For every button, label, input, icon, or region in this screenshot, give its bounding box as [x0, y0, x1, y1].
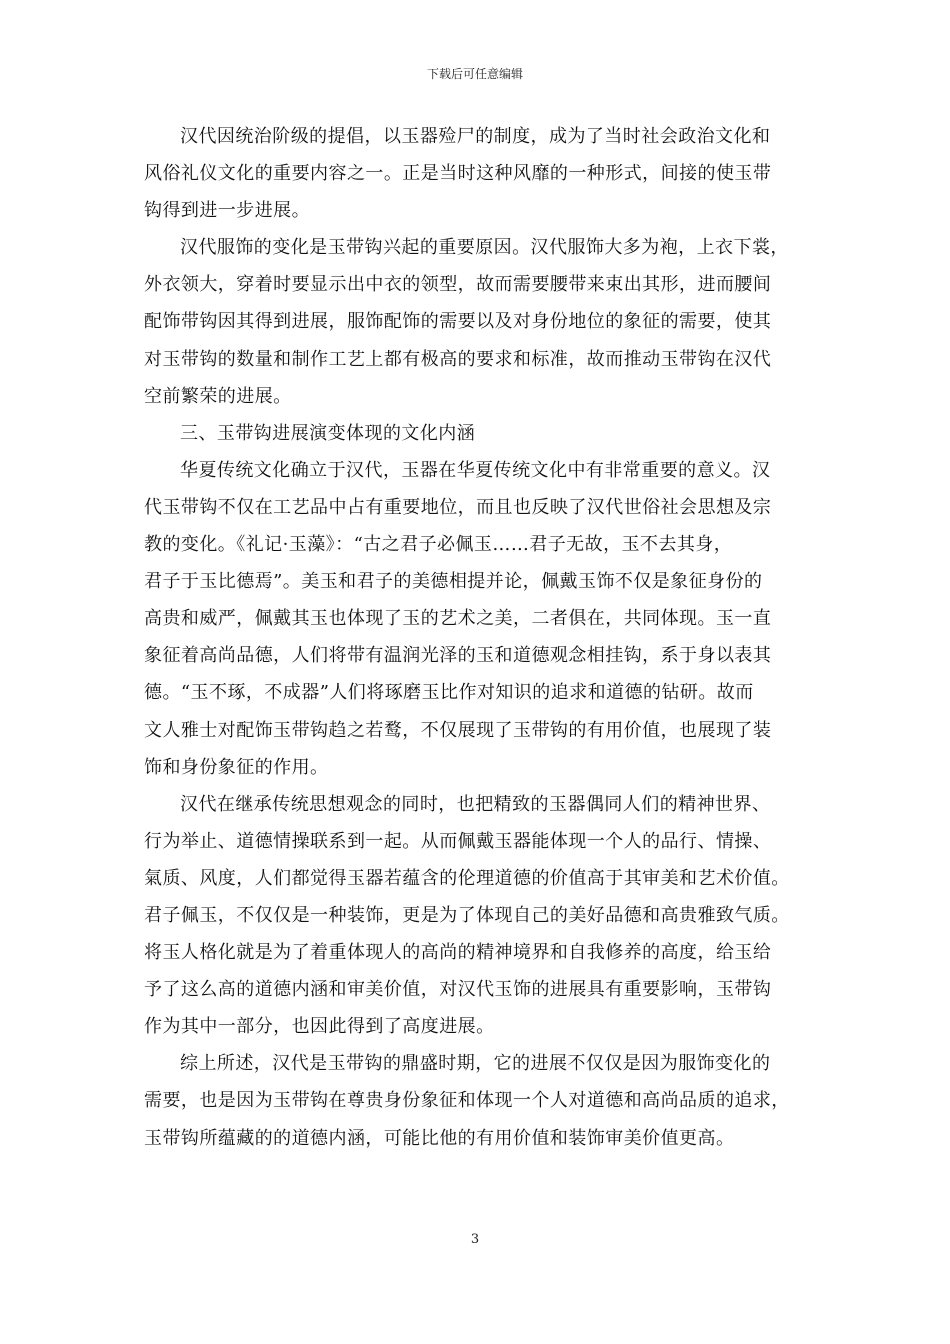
text-line: 华夏传统文化确立于汉代，玉器在华夏传统文化中有非常重要的意义。汉 [180, 459, 771, 481]
text-line: 君子佩玉，不仅仅是一种装饰，更是为了体现自己的美好品德和高贵雅致气质。 [144, 904, 790, 926]
text-line: 代玉带钩不仅在工艺品中占有重要地位，而且也反映了汉代世俗社会思想及宗 [144, 496, 772, 518]
page-header: 下载后可任意编辑 [426, 67, 523, 81]
text-line: 将玉人格化就是为了着重体现人的高尚的精神境界和自我修养的高度，给玉给 [144, 942, 772, 964]
text-line: 象征着高尚品德，人们将带有温润光泽的玉和道德观念相挂钩，系于身以表其 [144, 645, 772, 667]
text-line: 高贵和威严，佩戴其玉也体现了玉的艺术之美，二者俱在，共同体现。玉一直 [144, 608, 772, 630]
text-line: 汉代服饰的变化是玉带钩兴起的重要原因。汉代服饰大多为袍，上衣下裳， [180, 237, 789, 259]
text-line: 对玉带钩的数量和制作工艺上都有极高的要求和标准，故而推动玉带钩在汉代 [144, 348, 772, 370]
body-text [144, 118, 808, 1157]
text-line: 外衣领大，穿着时要显示出中衣的领型，故而需要腰带来束出其形，进而腰间 [144, 274, 772, 296]
text-line: 饰和身份象征的作用。 [144, 756, 329, 778]
text-line: 汉代在继承传统思想观念的同时，也把精致的玉器偶同人们的精神世界、 [180, 793, 771, 815]
text-line: 作为其中一部分，也因此得到了高度进展。 [144, 1016, 495, 1038]
text-line: 综上所述，汉代是玉带钩的鼎盛时期，它的进展不仅仅是因为服饰变化的 [180, 1053, 771, 1075]
section-heading-text: 三、玉带钩进展演变体现的文化内涵 [180, 422, 476, 444]
text-line: 氣质、风度，人们都觉得玉器若蕴含的伦理道德的价值高于其审美和艺术价值。 [144, 867, 790, 889]
page-number: 3 [470, 1232, 480, 1247]
text-line: 空前繁荣的进展。 [144, 385, 292, 407]
text-line: 君子于玉比德焉”。美玉和君子的美德相提并论，佩戴玉饰不仅是象征身份的 [144, 571, 763, 593]
text-line: 配饰带钩因其得到进展，服饰配饰的需要以及对身份地位的象征的需要，使其 [144, 311, 772, 333]
text-line: 需要，也是因为玉带钩在尊贵身份象征和体现一个人对道德和高尚品质的追求， [144, 1090, 790, 1112]
paragraph-moral-values [144, 786, 808, 1046]
text-line: 钩得到进一步进展。 [144, 200, 311, 222]
paragraph-costume-change [144, 229, 808, 414]
text-line: 文人雅士对配饰玉带钩趋之若鹜，不仅展现了玉带钩的有用价值，也展现了装 [144, 719, 772, 741]
text-line: 教的变化。《礼记·玉藻》：“古之君子必佩玉……君子无故，玉不去其身， [144, 534, 733, 556]
text-line: 玉带钩所蕴藏的的道德内涵，可能比他的有用价值和装饰审美价值更高。 [144, 1127, 735, 1149]
paragraph-conclusion [144, 1045, 808, 1156]
paragraph-jade-burial [144, 118, 808, 229]
text-line: 予了这么高的道德内涵和审美价值，对汉代玉饰的进展具有重要影响，玉带钩 [144, 979, 772, 1001]
text-line: 德。“玉不琢，不成器”人们将琢磨玉比作对知识的追求和道德的钻研。故而 [144, 682, 754, 704]
text-line: 风俗礼仪文化的重要内容之一。正是当时这种风靡的一种形式，间接的使玉带 [144, 163, 772, 185]
section-heading [144, 415, 808, 452]
paragraph-cultural-meaning [144, 452, 808, 786]
text-line: 行为举止、道德情操联系到一起。从而佩戴玉器能体现一个人的品行、情操、 [144, 830, 772, 852]
text-line: 汉代因统治阶级的提倡，以玉器殓尸的制度，成为了当时社会政治文化和 [180, 126, 771, 147]
